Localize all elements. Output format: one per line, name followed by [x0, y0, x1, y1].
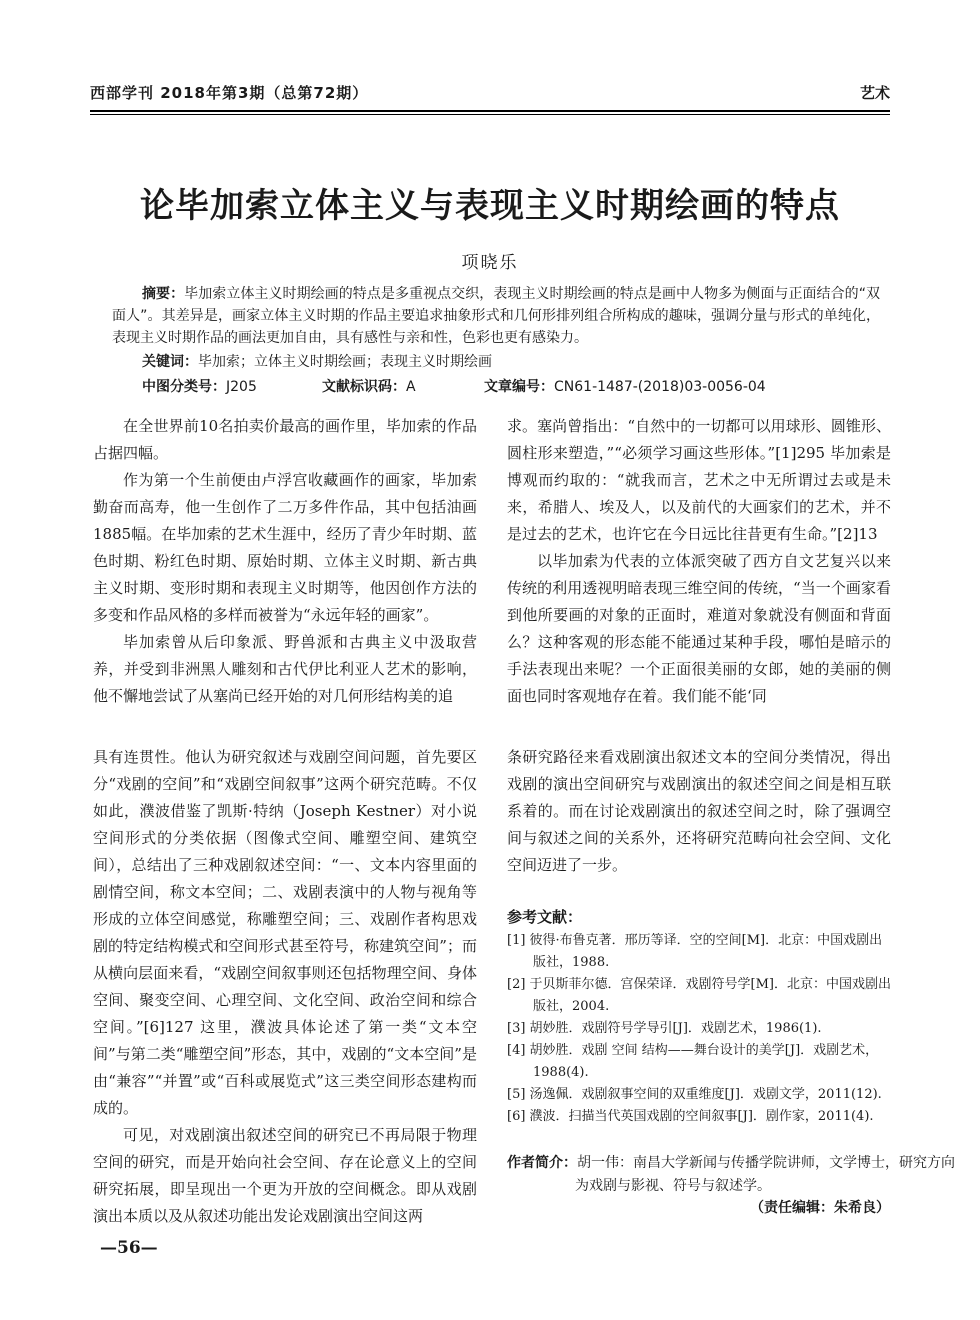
keywords-text: 毕加索；立体主义时期绘画；表现主义时期绘画	[198, 354, 492, 370]
paragraph: 条研究路径来看戏剧演出叙述文本的空间分类情况，得出戏剧的演出空间研究与戏剧演出的叙述空间之间是相互联系着的。而在讨论戏剧演出的叙述空间之时，除了强调空间与叙述之间的关系外，还将研究范畴向社会空间、文化空间迈进了一步。	[507, 748, 891, 874]
reference-item: [5] 汤逸佩．戏剧叙事空间的双重维度[J]．戏剧文学，2011(12).	[507, 1087, 882, 1102]
doc-label: 文献标识码：	[322, 379, 406, 395]
body-column-bottom-right	[507, 744, 891, 879]
body-column-top-left	[93, 413, 477, 710]
paragraph: 毕加索曾从后印象派、野兽派和古典主义中汲取营养，并受到非洲黑人雕刻和古代伊比利亚人艺术的影响，他不懈地尝试了从塞尚已经开始的对几何形结构美的追	[93, 633, 477, 705]
clc-value: J205	[226, 379, 257, 395]
abstract-label: 摘要：	[142, 286, 185, 302]
reference-item: [6] 濮波．扫描当代英国戏剧的空间叙事[J]．剧作家，2011(4).	[507, 1109, 874, 1124]
author-bio	[507, 1152, 959, 1198]
paragraph: 求。塞尚曾指出：“自然中的一切都可以用球形、圆锥形、圆柱形来塑造，”“必须学习画这些形体。”[1]295 毕加索是博观而约取的：“就我而言，艺术之中无所谓过去或是未来，希腊人、埃及人，以及前代的大画家们的艺术，并不是过去的艺术，也许它在今日远比往昔更有生命。”[2]13	[507, 417, 891, 543]
reference-item: [4] 胡妙胜．戏剧 空间 结构——舞台设计的美学[J]．戏剧艺术，1988(4).	[507, 1043, 879, 1080]
clc-label: 中图分类号：	[142, 379, 226, 395]
paragraph: 以毕加索为代表的立体派突破了西方自文艺复兴以来传统的利用透视明暗表现三维空间的传统，“当一个画家看到他所要画的对象的正面时，难道对象就没有侧面和背面么？这种客观的形态能不能通过某种手段，哪怕是暗示的手法表现出来呢？一个正面很美丽的女郎，她的美丽的侧面也同时客观地存在着。我们能不能‘同	[507, 552, 891, 705]
paragraph: 在全世界前10名拍卖价最高的画作里，毕加索的作品占据四幅。	[93, 417, 477, 462]
section-label: 艺术	[859, 84, 890, 102]
keywords	[142, 351, 492, 371]
body-column-top-right	[507, 413, 891, 710]
article-number-label: 文章编号：	[484, 379, 554, 395]
reference-item: [2] 于贝斯菲尔德．宫保荣译．戏剧符号学[M]．北京：中国戏剧出版社，2004.	[507, 977, 892, 1014]
doc-code	[322, 376, 416, 396]
journal-name: 西部学刊 2018年第3期（总第72期）	[90, 84, 369, 102]
abstract-text: 毕加索立体主义时期绘画的特点是多重视点交织，表现主义时期绘画的特点是画中人物多为侧面与正面结合的“双面人”。其差异是，画家立体主义时期的作品主要追求抽象形式和几何形排列组合所构成的趣味，强调分量与形式的单纯化，表现主义时期作品的画法更加自由，具有感性与亲和性，色彩也更有感染力。	[112, 286, 881, 346]
references-title: 参考文献：	[507, 908, 583, 926]
body-column-bottom-left	[93, 744, 477, 1230]
article-number-value: CN61-1487-(2018)03-0056-04	[554, 379, 766, 395]
header-rule	[90, 110, 890, 112]
header-rule-thin	[90, 114, 890, 115]
keywords-label: 关键词：	[142, 354, 198, 370]
clc-number	[142, 376, 257, 396]
reference-item: [3] 胡妙胜．戏剧符号学导引[J]．戏剧艺术，1986(1).	[507, 1021, 822, 1036]
author-bio-text: 胡一伟：南昌大学新闻与传播学院讲师，文学博士，研究方向为戏剧与影视、符号与叙述学。	[575, 1155, 955, 1194]
article-number	[484, 376, 766, 396]
reference-item: [1] 彼得·布鲁克著．邢历等译．空的空间[M]．北京：中国戏剧出版社，1988.	[507, 933, 883, 970]
paragraph: 作为第一个生前便由卢浮宫收藏画作的画家，毕加索勤奋而高寿，他一生创作了二万多件作品，其中包括油画1885幅。在毕加索的艺术生涯中，经历了青少年时期、蓝色时期、粉红色时期、原始时期、立体主义时期、新古典主义时期、变形时期和表现主义时期等，他因创作方法的多变和作品风格的多样而被誉为“永远年轻的画家”。	[93, 471, 477, 624]
article-title: 论毕加索立体主义与表现主义时期绘画的特点	[140, 186, 840, 226]
paragraph: 可见，对戏剧演出叙述空间的研究已不再局限于物理空间的研究，而是开始向社会空间、存在论意义上的空间研究拓展，即呈现出一个更为开放的空间概念。即从戏剧演出本质以及从叙述功能出发论戏剧演出空间这两	[93, 1126, 477, 1225]
references-list	[507, 930, 891, 1128]
responsible-editor: （责任编辑：朱希良）	[750, 1200, 890, 1216]
article-author: 项晓乐	[461, 253, 519, 273]
running-header	[90, 82, 890, 106]
author-bio-label: 作者简介：	[507, 1155, 577, 1171]
page-number: —56—	[100, 1238, 158, 1258]
doc-value: A	[406, 379, 416, 395]
abstract	[112, 283, 880, 349]
paragraph: 具有连贯性。他认为研究叙述与戏剧空间问题，首先要区分“戏剧的空间”和“戏剧空间叙事”这两个研究范畴。不仅如此，濮波借鉴了凯斯·特纳（Joseph Kestner）对小说空间形式的分类依据（图像式空间、雕塑空间、建筑空间），总结出了三种戏剧叙述空间：“一、文本内容里面的剧情空间，称文本空间；二、戏剧表演中的人物与视角等形成的立体空间感觉，称雕塑空间；三、戏剧作者构思戏剧的特定结构模式和空间形式甚至符号，称建筑空间”；而从横向层面来看，“戏剧空间叙事则还包括物理空间、身体空间、聚变空间、心理空间、文化空间、政治空间和综合空间。”[6]127 这里，濮波具体论述了第一类“文本空间”与第二类“雕塑空间”形态，其中，戏剧的“文本空间”是由“兼容”“并置”或“百科或展览式”这三类空间形态建构而成的。	[93, 748, 477, 1117]
